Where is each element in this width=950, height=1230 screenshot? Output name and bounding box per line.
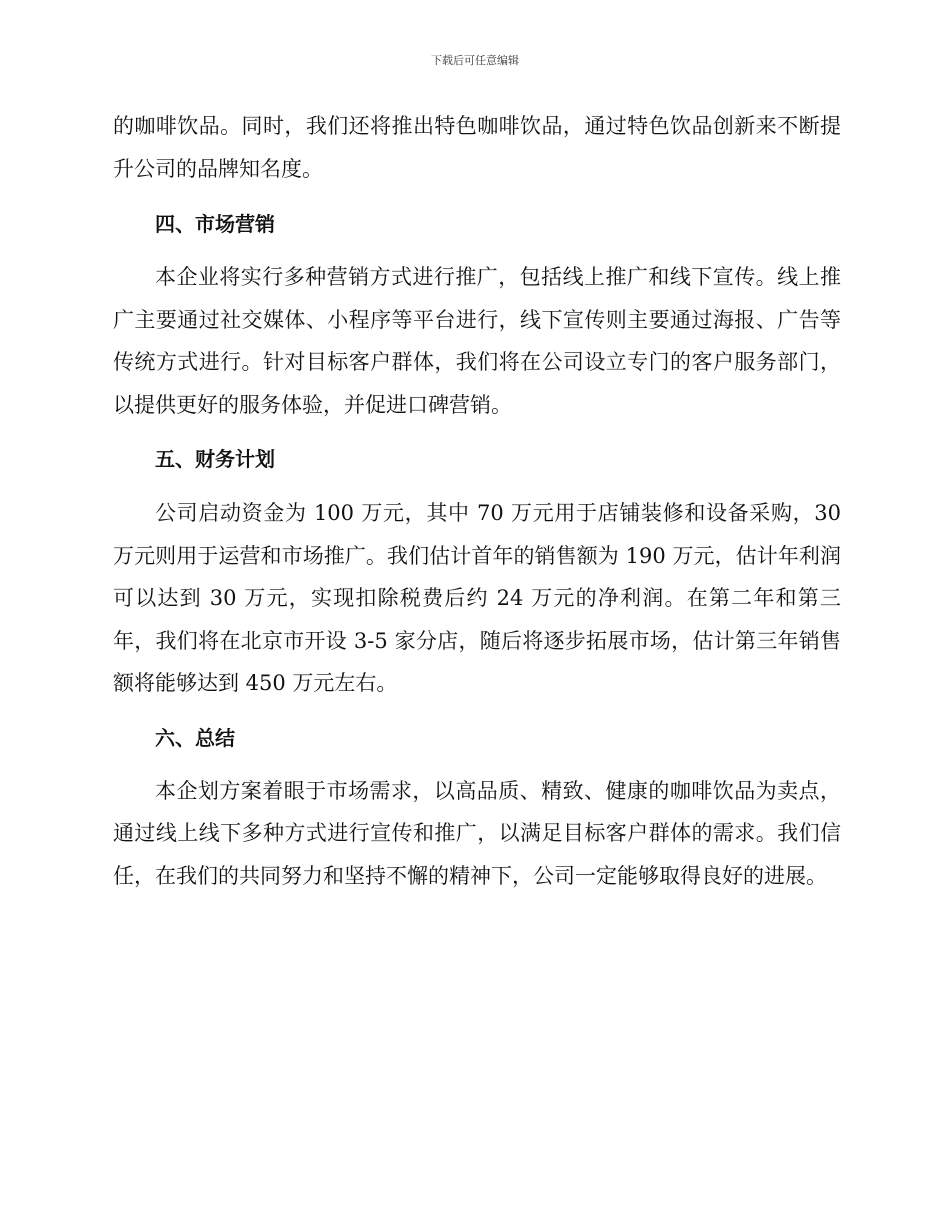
marketing-heading: 四、市场营销 xyxy=(155,212,275,236)
finance-paragraph: 公司启动资金为 100 万元，其中 70 万元用于店铺装修和设备采购，30 万元则用于运营和市场推广。我们估计首年的销售额为 190 万元，估计年利润可以达到 30 万元，实现扣除税费后约 24 万元的净利润。在第二年和第三年，我们将在北京市开设 3-5 家分店，随后将逐步拓展市场，估计第三年销售额将能够达到 450 万元左右。 xyxy=(113,501,841,695)
intro-continuation-paragraph: 的咖啡饮品。同时，我们还将推出特色咖啡饮品，通过特色饮品创新来不断提升公司的品牌知名度。 xyxy=(113,114,841,181)
document-body xyxy=(113,105,841,897)
summary-paragraph: 本企划方案着眼于市场需求，以高品质、精致、健康的咖啡饮品为卖点，通过线上线下多种方式进行宣传和推广，以满足目标客户群体的需求。我们信任，在我们的共同努力和坚持不懈的精神下，公司一定能够取得良好的进展。 xyxy=(113,778,841,888)
summary-heading: 六、总结 xyxy=(155,725,235,750)
marketing-paragraph: 本企业将实行多种营销方式进行推广，包括线上推广和线下宣传。线上推广主要通过社交媒体、小程序等平台进行，线下宣传则主要通过海报、广告等传统方式进行。针对目标客户群体，我们将在公司设立专门的客户服务部门，以提供更好的服务体验，并促进口碑营销。 xyxy=(113,265,841,417)
page-header-note: 下载后可任意编辑 xyxy=(431,54,519,67)
finance-heading: 五、财务计划 xyxy=(155,447,275,471)
